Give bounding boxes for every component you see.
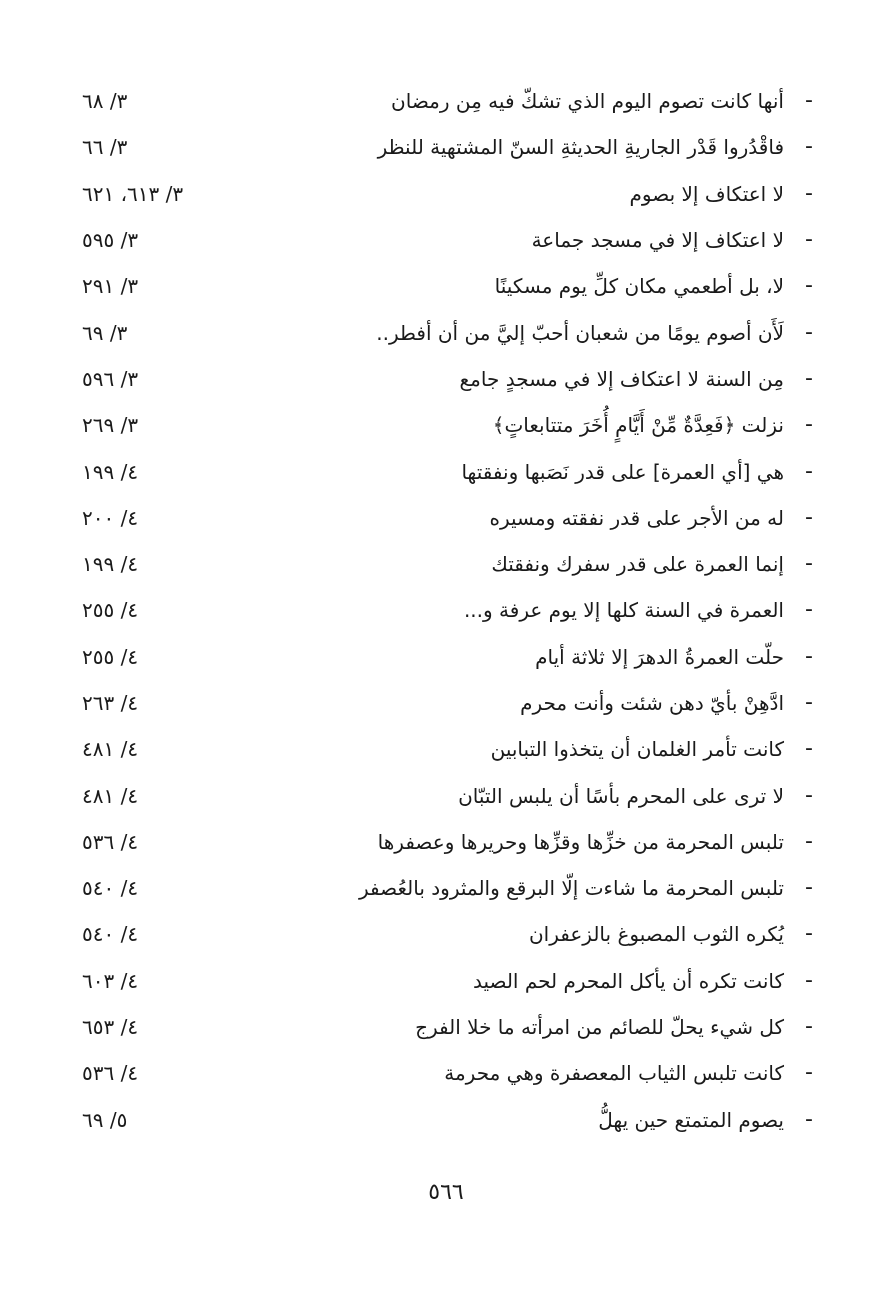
index-entry xyxy=(60,217,820,263)
entry-reference: ٤/ ٢٦٣ xyxy=(82,691,139,715)
entry-reference: ٣/ ٦٩ xyxy=(82,320,128,345)
entry-reference: ٤/ ٥٣٦ xyxy=(82,829,139,854)
index-entry xyxy=(60,1050,820,1096)
entry-dash: - xyxy=(805,1014,813,1040)
hadith-index-list xyxy=(60,78,820,1143)
entry-dash: - xyxy=(805,412,813,438)
index-entry xyxy=(60,958,820,1004)
index-entry xyxy=(60,171,820,217)
entry-dash: - xyxy=(805,1060,813,1086)
entry-text: لا اعتكاف إلا في مسجد جماعة xyxy=(531,228,784,253)
entry-reference: ٣/ ٦٦ xyxy=(82,135,128,160)
entry-reference: ٤/ ١٩٩ xyxy=(82,552,139,577)
entry-text: تلبس المحرمة ما شاءت إلّا البرقع والمثرود بالعُصفر xyxy=(359,876,784,901)
entry-text: العمرة في السنة كلها إلا يوم عرفة و... xyxy=(463,598,784,623)
entry-dash: - xyxy=(805,180,813,206)
entry-text: لَأَن أصوم يومًا من شعبان أحبّ إليَّ من أن أفطر.. xyxy=(376,320,784,345)
entry-reference: ٤/ ٦٥٣ xyxy=(82,1015,139,1040)
entry-reference: ٣/ ٥٩٦ xyxy=(82,366,139,391)
entry-dash: - xyxy=(805,782,813,808)
entry-text: لا، بل أطعمي مكان كلِّ يوم مسكينًا xyxy=(494,274,784,299)
entry-reference: ٤/ ٤٨١ xyxy=(82,737,139,762)
index-entry xyxy=(60,680,820,726)
entry-dash: - xyxy=(805,597,813,623)
entry-text: كانت تلبس الثياب المعصفرة وهي محرمة xyxy=(444,1061,784,1086)
entry-dash: - xyxy=(805,736,813,762)
index-entry xyxy=(60,772,820,818)
index-entry xyxy=(60,309,820,355)
entry-reference: ٥/ ٦٩ xyxy=(82,1107,128,1132)
entry-text: كانت تأمر الغلمان أن يتخذوا التبابين xyxy=(490,737,784,762)
entry-reference: ٤/ ٥٣٦ xyxy=(82,1061,139,1086)
entry-text: حلّت العمرةُ الدهرَ إلا ثلاثة أيام xyxy=(535,644,784,669)
index-entry xyxy=(60,495,820,541)
index-entry xyxy=(60,1004,820,1050)
entry-reference: ٤/ ٤٨١ xyxy=(82,783,139,808)
entry-text: كانت تكره أن يأكل المحرم لحم الصيد xyxy=(472,968,784,993)
entry-dash: - xyxy=(805,273,813,299)
index-entry xyxy=(60,356,820,402)
entry-dash: - xyxy=(805,88,813,114)
index-entry xyxy=(60,78,820,124)
entry-text: إنما العمرة على قدر سفرك ونفقتك xyxy=(491,552,784,577)
entry-text: أنها كانت تصوم اليوم الذي تشكّ فيه مِن رمضان xyxy=(391,89,784,114)
entry-dash: - xyxy=(805,967,813,993)
entry-reference: ٣/ ٢٩١ xyxy=(82,274,139,299)
entry-reference: ٤/ ٢٥٥ xyxy=(82,598,139,623)
index-entry xyxy=(60,541,820,587)
index-entry xyxy=(60,819,820,865)
entry-text: نزلت ﴿فَعِدَّةٌ مِّنْ أَيَّامٍ أُخَرَ متتابعاتٍ﴾ xyxy=(492,413,784,438)
page-number: ٥٦٦ xyxy=(428,1180,464,1205)
entry-text: ادَّهِنْ بأيّ دهن شئت وأنت محرم xyxy=(520,691,784,715)
index-entry xyxy=(60,448,820,494)
entry-reference: ٤/ ٥٤٠ xyxy=(82,876,139,901)
entry-text: لا اعتكاف إلا بصوم xyxy=(629,181,784,206)
entry-reference: ٤/ ٢٥٥ xyxy=(82,644,139,669)
entry-dash: - xyxy=(805,365,813,391)
entry-text: له من الأجر على قدر نفقته ومسيره xyxy=(489,505,784,530)
entry-text: هي [أي العمرة] على قدر نَصَبها ونفقتها xyxy=(461,459,784,484)
entry-dash: - xyxy=(805,828,813,854)
entry-text: تلبس المحرمة من خزِّها وقزِّها وحريرها وعصفرها xyxy=(377,829,784,854)
entry-dash: - xyxy=(805,227,813,253)
entry-dash: - xyxy=(805,551,813,577)
entry-dash: - xyxy=(805,504,813,530)
entry-dash: - xyxy=(805,921,813,947)
entry-text: يُكره الثوب المصبوغ بالزعفران xyxy=(528,922,784,947)
entry-reference: ٣/ ٦١٣، ٦٢١ xyxy=(82,181,184,206)
index-entry xyxy=(60,1097,820,1143)
entry-text: مِن السنة لا اعتكاف إلا في مسجدٍ جامع xyxy=(459,366,784,391)
entry-text: فاقْدُروا قَدْر الجاريةِ الحديثةِ السنّ المشتهية للنظر xyxy=(377,135,784,160)
entry-reference: ٣/ ٦٨ xyxy=(82,89,128,114)
entry-dash: - xyxy=(805,643,813,669)
index-entry xyxy=(60,587,820,633)
index-entry xyxy=(60,263,820,309)
entry-dash: - xyxy=(805,134,813,160)
index-entry xyxy=(60,402,820,448)
index-entry xyxy=(60,911,820,957)
entry-text: يصوم المتمتع حين يهلُّ xyxy=(598,1107,784,1132)
index-entry xyxy=(60,634,820,680)
index-entry xyxy=(60,124,820,170)
entry-text: لا ترى على المحرم بأسًا أن يلبس التبّان xyxy=(458,783,784,808)
index-entry xyxy=(60,726,820,772)
entry-dash: - xyxy=(805,690,813,715)
entry-reference: ٤/ ١٩٩ xyxy=(82,459,139,484)
entry-dash: - xyxy=(805,875,813,901)
index-entry xyxy=(60,865,820,911)
entry-dash: - xyxy=(805,458,813,484)
entry-text: كل شيء يحلّ للصائم من امرأته ما خلا الفرج xyxy=(415,1015,784,1040)
entry-reference: ٤/ ٦٠٣ xyxy=(82,968,139,993)
entry-dash: - xyxy=(805,319,813,345)
entry-reference: ٣/ ٥٩٥ xyxy=(82,228,139,253)
entry-reference: ٤/ ٢٠٠ xyxy=(82,505,139,530)
entry-reference: ٣/ ٢٦٩ xyxy=(82,413,139,438)
entry-reference: ٤/ ٥٤٠ xyxy=(82,922,139,947)
entry-dash: - xyxy=(805,1106,813,1132)
